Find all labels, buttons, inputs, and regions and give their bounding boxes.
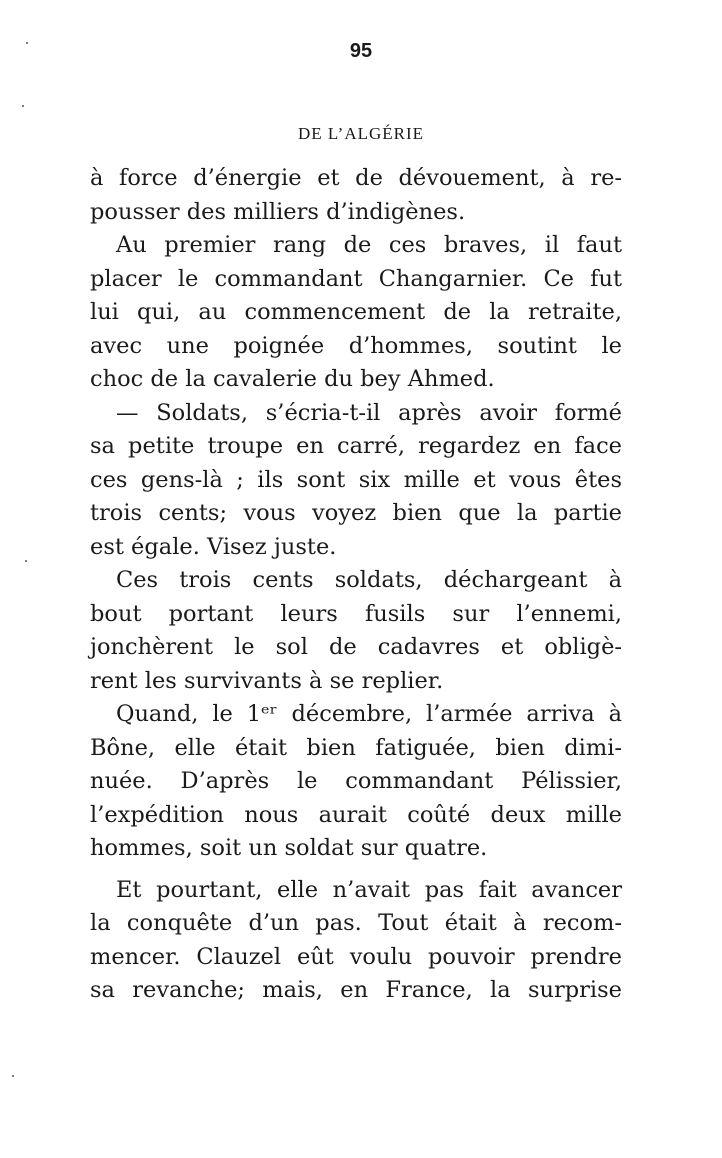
text-line: Quand, le 1ᵉʳ décembre, l’armée arriva à (116, 701, 622, 727)
text-line: — Soldats, s’écria-t-il après avoir formé (116, 399, 622, 426)
scan-speck (22, 105, 24, 107)
body-text (90, 162, 622, 1008)
text-line: Et pourtant, elle n’avait pas fait avancer (116, 876, 622, 903)
text-line: nuée. D’après le commandant Pélissier, (90, 768, 622, 794)
text-line: pousser des milliers d’indigènes. (90, 198, 466, 225)
paragraph (90, 229, 622, 397)
text-line: lui qui, au commencement de la retraite, (90, 299, 622, 325)
text-line: sa revanche; mais, en France, la surprise (90, 977, 622, 1003)
paragraph (90, 162, 622, 229)
text-line: Au premier rang de ces braves, il faut (116, 232, 622, 258)
text-line: avec une poignée d’hommes, soutint le (90, 332, 622, 359)
text-line: rent les survivants à se replier. (90, 667, 444, 694)
paragraph (90, 874, 622, 1008)
text-line: jonchèrent le sol de cadavres et obligè- (90, 634, 622, 660)
text-line: la conquête d’un pas. Tout était à recom- (90, 910, 622, 936)
page-number: 95 (349, 40, 373, 62)
paragraph (90, 397, 622, 565)
text-line: est égale. Visez juste. (90, 533, 337, 560)
running-head: DE L’ALGÉRIE (297, 124, 425, 143)
text-line: placer le commandant Changarnier. Ce fut (90, 265, 622, 292)
text-line: l’expédition nous aurait coûté deux mille (90, 801, 622, 828)
text-line: ces gens-là ; ils sont six mille et vous êtes (90, 466, 622, 493)
paragraph-gap (90, 866, 622, 874)
text-line: à force d’énergie et de dévouement, à re- (90, 165, 622, 191)
text-line: mencer. Clauzel eût voulu pouvoir prendre (90, 943, 622, 970)
scan-speck (12, 1075, 14, 1077)
paragraph (90, 698, 622, 866)
text-line: sa petite troupe en carré, regardez en face (90, 433, 622, 459)
text-line: choc de la cavalerie du bey Ahmed. (90, 366, 495, 392)
scan-speck (25, 560, 27, 562)
text-line: bout portant leurs fusils sur l’ennemi, (90, 600, 622, 627)
paragraph (90, 564, 622, 698)
text-line: Bône, elle était bien fatiguée, bien dimi- (90, 734, 622, 761)
scan-speck (26, 42, 28, 44)
text-line: Ces trois cents soldats, déchargeant à (116, 567, 622, 593)
text-line: trois cents; vous voyez bien que la partie (90, 500, 622, 526)
text-line: hommes, soit un soldat sur quatre. (90, 835, 488, 861)
